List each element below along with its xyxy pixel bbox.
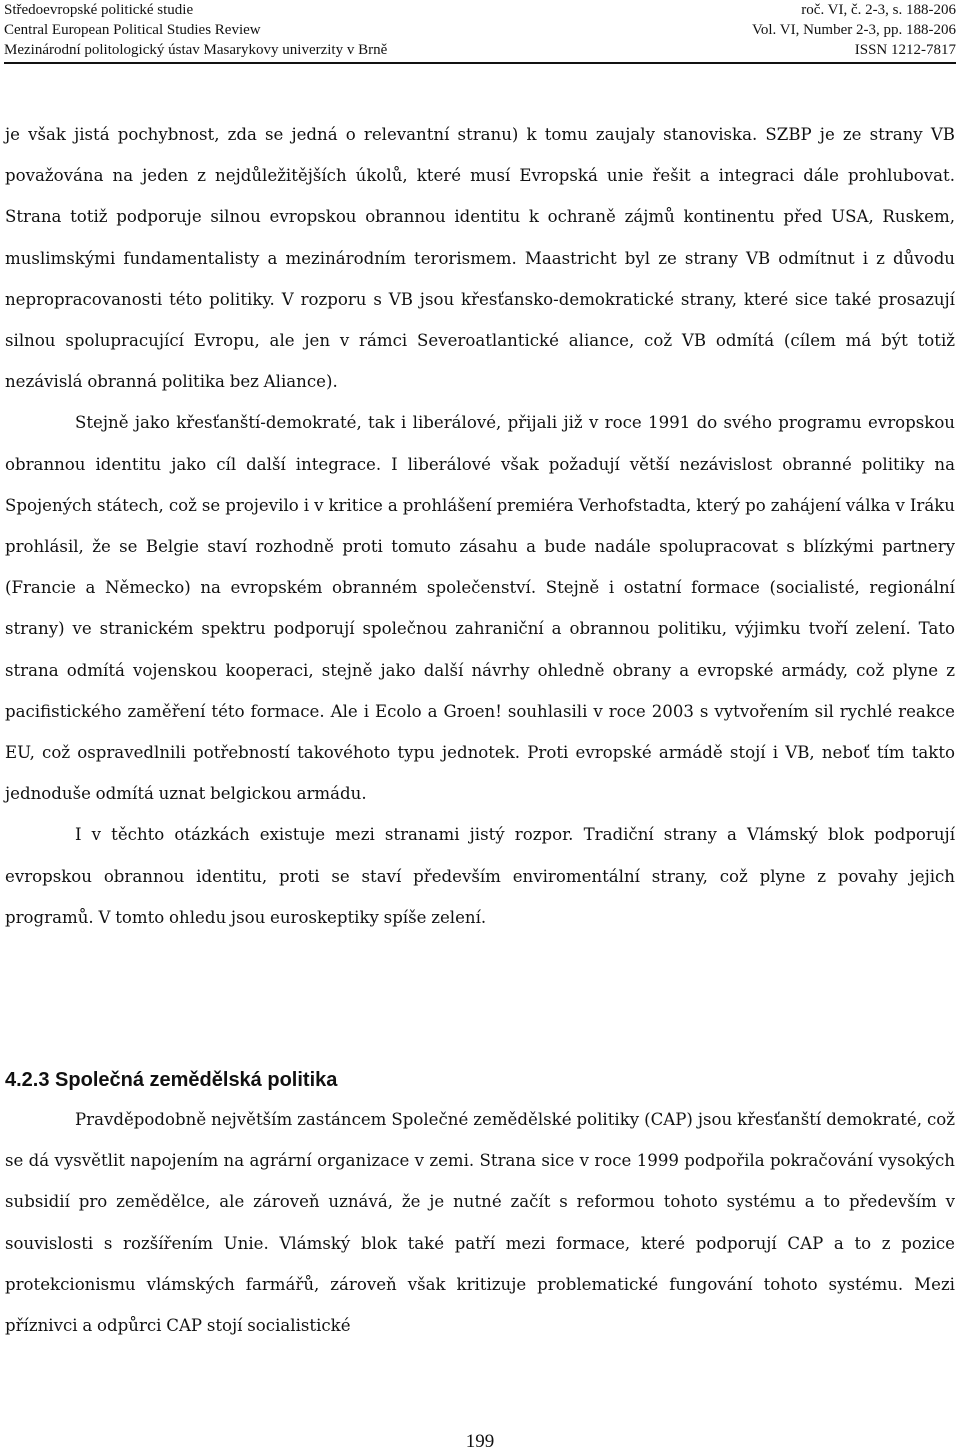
running-header <box>4 0 956 62</box>
paragraph: Pravděpodobně největším zastáncem Společné zemědělské politiky (CAP) jsou křesťanští demokraté, což se dá vysvětlit napojením na agrární organizace v zemi. Strana sice v roce 1999 podpořila pokračování vysokých subsidií pro zemědělce, ale zároveň uznává, že je nutné začít s reformou tohoto systému a to především v souvislosti s rozšířením Unie. Vlámský blok také patří mezi formace, které podporují CAP a to z pozice protekcionismu vlámských farmářů, zároveň však kritizuje problematické fungování tohoto systému. Mezi příznivci a odpůrci CAP stojí socialistické <box>5 1110 955 1336</box>
header-row-1 <box>4 0 956 20</box>
article-body <box>5 114 955 938</box>
section-body <box>5 1099 955 1346</box>
issn: ISSN 1212-7817 <box>854 42 956 58</box>
section-heading: 4.2.3 Společná zemědělská politika <box>5 1069 338 1091</box>
header-row-3 <box>4 40 956 60</box>
header-row-2 <box>4 20 956 40</box>
volume-info-cz: roč. VI, č. 2-3, s. 188-206 <box>801 2 956 18</box>
paragraph-continuation: je však jistá pochybnost, zda se jedná o relevantní stranu) k tomu zaujaly stanoviska. SZBP je ze strany VB považována na jeden z nejdůležitějších úkolů, které musí Evropská unie řešit a integraci dále prohlubovat. Strana totiž podporuje silnou evropskou obrannou identitu k ochraně zájmů kontinentu před USA, Ruskem, muslimskými fundamentalisty a mezinárodním terorismem. Maastricht byl ze strany VB odmítnut i z důvodu nepropracovanosti této politiky. V rozporu s VB jsou křesťansko-demokratické strany, které sice také prosazují silnou spolupracující Evropu, ale jen v rámci Severoatlantické aliance, což VB odmítá (cílem má být totiž nezávislá obranná politika bez Aliance). <box>5 125 955 392</box>
header-rule <box>4 62 956 64</box>
paragraph: I v těchto otázkách existuje mezi stranami jistý rozpor. Tradiční strany a Vlámský blok podporují evropskou obrannou identitu, proti se staví především enviromentální strany, což plyne z povahy jejich programů. V tomto ohledu jsou euroskeptiky spíše zelení. <box>5 825 955 927</box>
page-number: 199 <box>465 1431 495 1452</box>
journal-title-cz: Středoevropské politické studie <box>4 2 194 18</box>
journal-title-en: Central European Political Studies Review <box>4 22 261 38</box>
paragraph: Stejně jako křesťanští-demokraté, tak i liberálové, přijali již v roce 1991 do svého programu evropskou obrannou identitu jako cíl další integrace. I liberálové však požadují větší nezávislost obranné politiky na Spojených státech, což se projevilo i v kritice a prohlášení premiéra Verhofstadta, který po zahájení válka v Iráku prohlásil, že se Belgie staví rozhodně proti tomuto zásahu a bude nadále spolupracovat s blízkými partnery (Francie a Německo) na evropském obranném společenství. Stejně i ostatní formace (socialisté, regionální strany) ve stranickém spektru podporují společnou zahraniční a obrannou politiku, výjimku tvoří zelení. Tato strana odmítá vojenskou kooperaci, stejně jako další návrhy ohledně obrany a evropské armády, což plyne z pacifistického zaměření této formace. Ale i Ecolo a Groen! souhlasili v roce 2003 s vytvořením sil rychlé reakce EU, což ospravedlnili potřebností takovéhoto typu jednotek. Proti evropské armádě stojí i VB, neboť tím takto jednoduše odmítá uznat belgickou armádu. <box>5 413 955 804</box>
publisher-institute: Mezinárodní politologický ústav Masarykovy univerzity v Brně <box>4 42 388 58</box>
volume-info-en: Vol. VI, Number 2-3, pp. 188-206 <box>751 22 956 38</box>
